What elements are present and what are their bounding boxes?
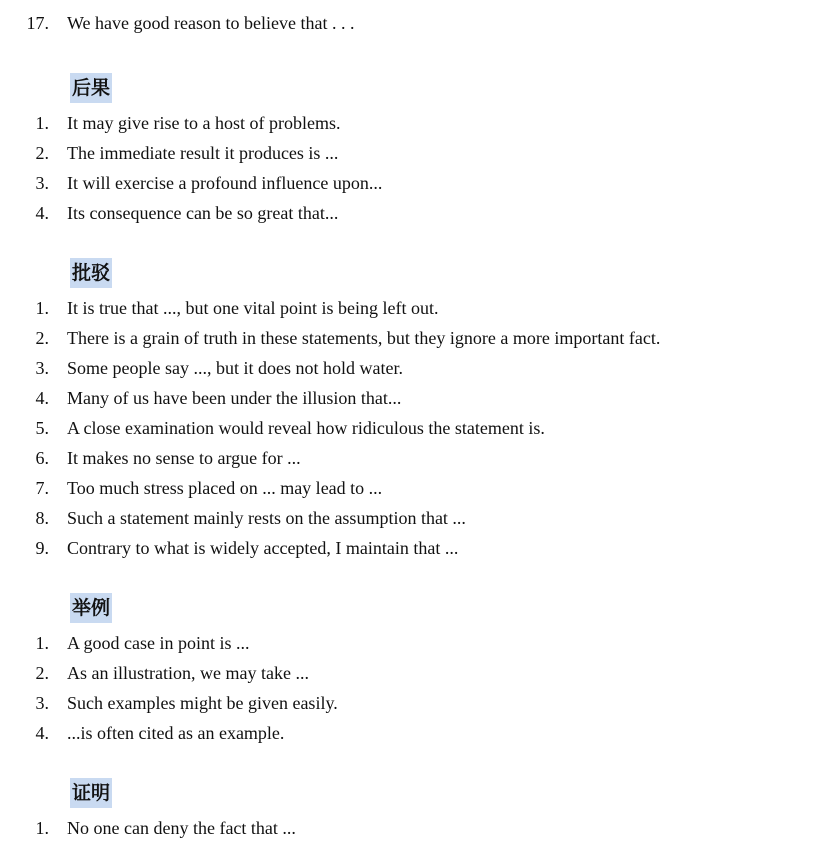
list-text: Such examples might be given easily. [67,693,338,713]
list-number: 1. [35,113,49,133]
list-number: 1. [35,298,49,318]
list-number: 5. [35,418,49,438]
section-heading-examples: 举例 [70,593,112,623]
list-number: 4. [35,203,49,223]
list-number: 6. [35,448,49,468]
list-text: It is true that ..., but one vital point is being left out. [67,298,439,318]
list-text: We have good reason to believe that . . . [67,13,355,33]
list-number: 1. [35,818,49,838]
list-text: A good case in point is ... [67,633,250,653]
list-text: Such a statement mainly rests on the assumption that ... [67,508,466,528]
list-text: A close examination would reveal how ridiculous the statement is. [67,418,545,438]
list-number: 1. [35,633,49,653]
list-number: 2. [35,328,49,348]
list-text: There is a grain of truth in these statements, but they ignore a more important fact. [67,328,661,348]
list-number: 3. [35,173,49,193]
list-number: 7. [35,478,49,498]
list-text: Many of us have been under the illusion that... [67,388,402,408]
list-number: 2. [35,143,49,163]
list-number: 3. [35,693,49,713]
section-heading-consequence: 后果 [70,73,112,103]
list-text: It makes no sense to argue for ... [67,448,301,468]
list-number: 3. [35,358,49,378]
list-text: It will exercise a profound influence upon... [67,173,383,193]
list-number: 9. [35,538,49,558]
list-text: The immediate result it produces is ... [67,143,339,163]
list-text: Its consequence can be so great that... [67,203,339,223]
list-text: It may give rise to a host of problems. [67,113,341,133]
list-text: No one can deny the fact that ... [67,818,296,838]
list-number: 17. [26,13,49,33]
list-number: 4. [35,388,49,408]
section-heading-refutation: 批驳 [70,258,112,288]
list-number: 2. [35,663,49,683]
list-text: Contrary to what is widely accepted, I maintain that ... [67,538,459,558]
list-text: As an illustration, we may take ... [67,663,309,683]
section-heading-proof: 证明 [70,778,112,808]
list-number: 4. [35,723,49,743]
list-text: ...is often cited as an example. [67,723,285,743]
list-number: 8. [35,508,49,528]
list-text: Some people say ..., but it does not hold water. [67,358,403,378]
list-text: Too much stress placed on ... may lead to ... [67,478,383,498]
